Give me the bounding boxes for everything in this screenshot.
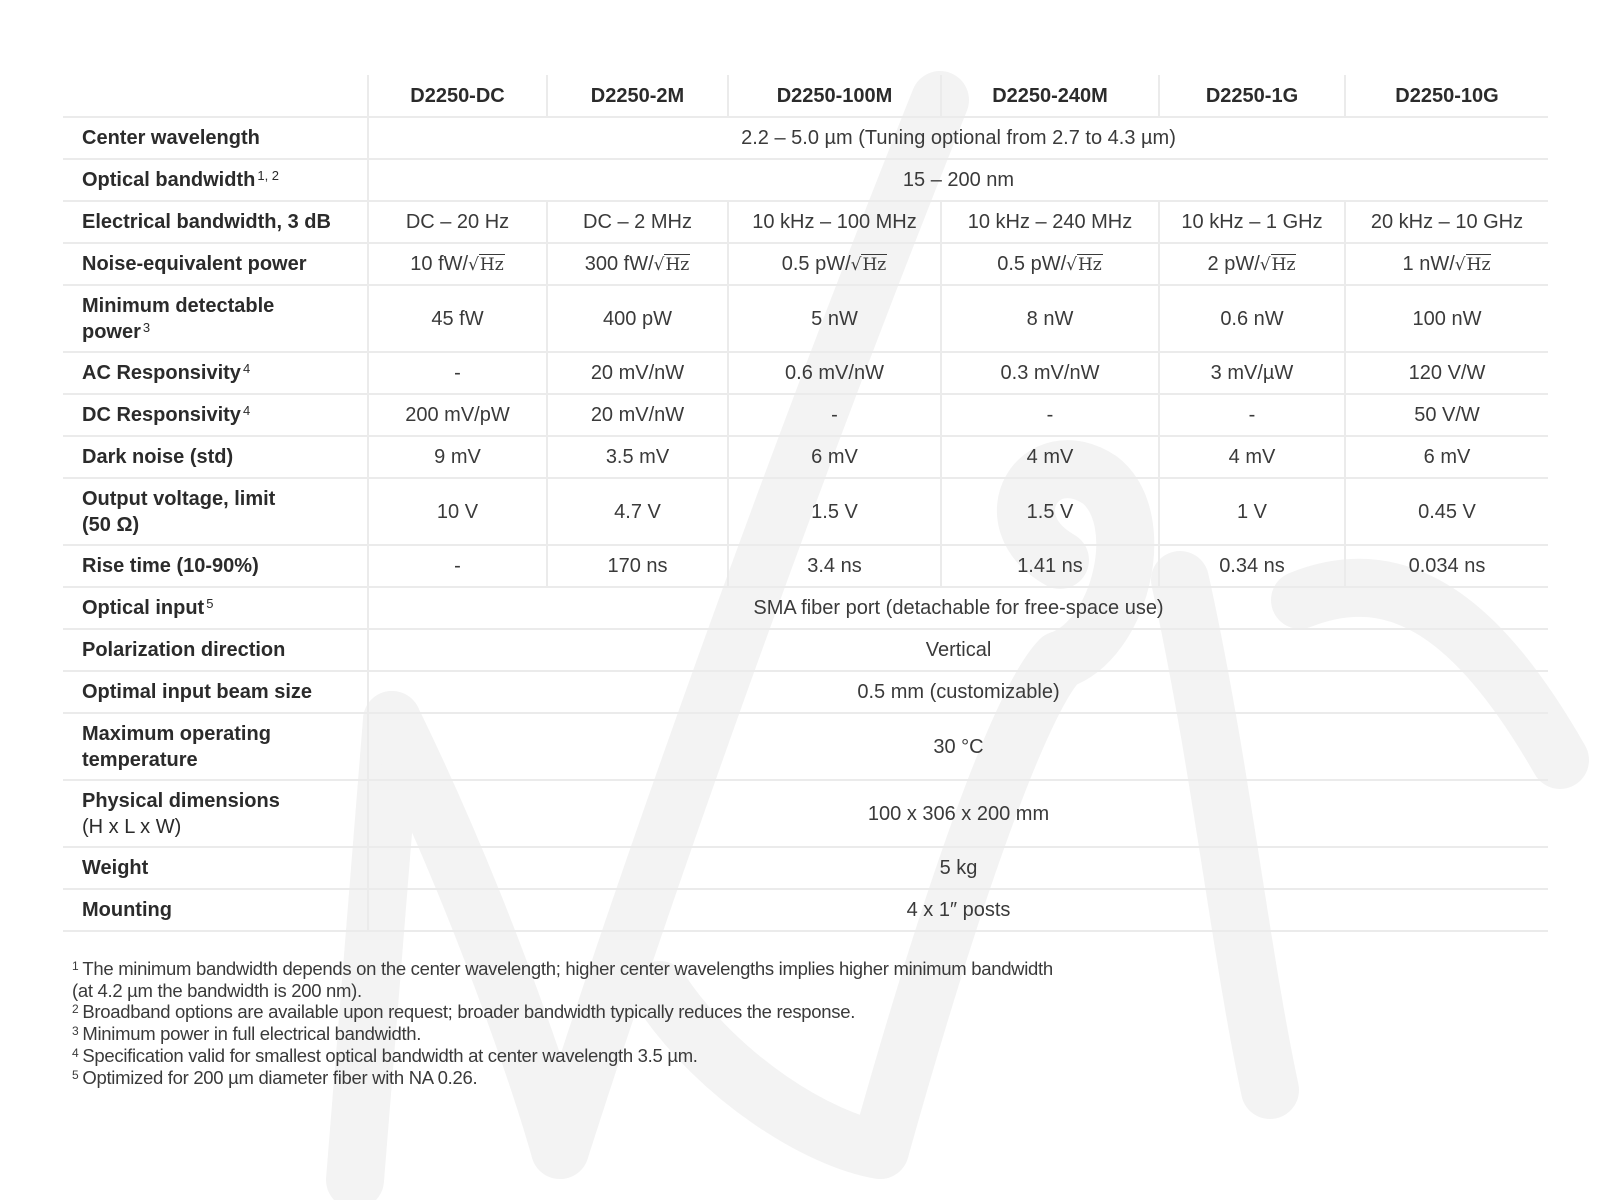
sqrt-symbol: √Hz: [1259, 254, 1296, 275]
table-cell: 4 mV: [941, 436, 1159, 478]
row-value: 4 x 1″ posts: [368, 889, 1548, 931]
sqrt-unit: Hz: [1271, 254, 1296, 275]
row-label-line: Physical dimensions: [82, 789, 280, 812]
footnote-text: Broadband options are available upon request; broader bandwidth typically reduces the response.: [82, 1001, 856, 1023]
table-cell: 1.5 V: [728, 478, 941, 545]
table-cell: 100 nW: [1345, 285, 1548, 352]
table-row: [63, 629, 1548, 671]
nep-value: 300 fW/: [584, 252, 654, 275]
row-label: Weight: [63, 847, 368, 889]
table-cell: DC – 2 MHz: [547, 201, 728, 243]
sqrt-unit: Hz: [1077, 254, 1102, 275]
table-cell: 0.034 ns: [1345, 545, 1548, 587]
row-label-line: Output voltage, limit: [82, 487, 276, 510]
table-cell: -: [368, 545, 547, 587]
footnote-text: Minimum power in full electrical bandwidth.: [82, 1023, 422, 1045]
row-label-text: AC Responsivity: [82, 362, 241, 384]
sqrt-unit: Hz: [479, 254, 504, 275]
footnote-line: [72, 1023, 1272, 1045]
table-cell: 170 ns: [547, 545, 728, 587]
sqrt-symbol: √Hz: [850, 254, 887, 275]
table-cell: 5 nW: [728, 285, 941, 352]
footnote-ref: 4: [242, 361, 251, 376]
table-cell: -: [1159, 394, 1345, 436]
row-label: [63, 285, 368, 352]
table-cell: -: [941, 394, 1159, 436]
table-cell: 3.5 mV: [547, 436, 728, 478]
sqrt-unit: Hz: [665, 254, 690, 275]
spec-table-wrapper: [63, 75, 1548, 932]
table-row: [63, 436, 1548, 478]
footnote-number: 1: [72, 959, 79, 973]
table-cell: 0.6 mV/nW: [728, 352, 941, 394]
sqrt-symbol: √Hz: [1454, 254, 1491, 275]
row-label-text: Optical input: [82, 597, 205, 619]
nep-value: 10 fW/: [410, 252, 469, 275]
footnote-line: [72, 980, 1272, 1002]
table-cell: 3.4 ns: [728, 545, 941, 587]
table-cell: [547, 243, 728, 285]
table-row: [63, 847, 1548, 889]
table-cell: 10 kHz – 1 GHz: [1159, 201, 1345, 243]
row-label: [63, 159, 368, 201]
row-label-text: Optical bandwidth: [82, 169, 256, 191]
row-label: Center wavelength: [63, 117, 368, 159]
footnote-line: [72, 958, 1272, 980]
model-header: D2250-1G: [1159, 75, 1345, 117]
footnote-ref: 4: [242, 403, 251, 418]
footnote-text: The minimum bandwidth depends on the center wavelength; higher center wavelengths implies higher minimum bandwidth: [82, 958, 1053, 979]
table-cell: 8 nW: [941, 285, 1159, 352]
table-cell: DC – 20 Hz: [368, 201, 547, 243]
row-label: Noise-equivalent power: [63, 243, 368, 285]
table-cell: 6 mV: [1345, 436, 1548, 478]
table-row: [63, 285, 1548, 352]
model-header: D2250-10G: [1345, 75, 1548, 117]
table-cell: 20 mV/nW: [547, 394, 728, 436]
table-row: [63, 394, 1548, 436]
table-cell: 0.3 mV/nW: [941, 352, 1159, 394]
footnote-ref: 3: [142, 319, 151, 335]
row-label: [63, 394, 368, 436]
table-row: [63, 713, 1548, 780]
table-cell: 10 V: [368, 478, 547, 545]
row-label: Polarization direction: [63, 629, 368, 671]
row-label: Optimal input beam size: [63, 671, 368, 713]
table-row: [63, 671, 1548, 713]
table-cell: 1.41 ns: [941, 545, 1159, 587]
table-cell: 10 kHz – 100 MHz: [728, 201, 941, 243]
row-label-line: (50 Ω): [82, 513, 140, 536]
header-row: [63, 75, 1548, 117]
row-label-line: power: [82, 320, 141, 343]
footnote-ref: 1, 2: [257, 168, 280, 183]
table-cell: [728, 243, 941, 285]
row-value: 15 – 200 nm: [368, 159, 1548, 201]
table-cell: 6 mV: [728, 436, 941, 478]
row-value: Vertical: [368, 629, 1548, 671]
table-row: [63, 352, 1548, 394]
footnote-text: Specification valid for smallest optical bandwidth at center wavelength 3.5 µm.: [82, 1044, 698, 1066]
table-cell: 45 fW: [368, 285, 547, 352]
row-label-line: temperature: [82, 748, 198, 771]
table-cell: 400 pW: [547, 285, 728, 352]
table-row: [63, 201, 1548, 243]
row-label-text: DC Responsivity: [82, 404, 241, 426]
table-cell: 0.45 V: [1345, 478, 1548, 545]
table-cell: [368, 243, 547, 285]
footnote-number: 2: [72, 1002, 79, 1017]
row-label: [63, 780, 368, 847]
table-cell: 1.5 V: [941, 478, 1159, 545]
table-cell: [1159, 243, 1345, 285]
footnote-text: Optimized for 200 µm diameter fiber with NA 0.26.: [82, 1066, 478, 1088]
table-row: [63, 889, 1548, 931]
row-label: [63, 713, 368, 780]
table-cell: 50 V/W: [1345, 394, 1548, 436]
nep-value: 2 pW/: [1207, 252, 1260, 275]
model-header: D2250-240M: [941, 75, 1159, 117]
table-row: [63, 159, 1548, 201]
sqrt-unit: Hz: [1466, 254, 1491, 275]
table-cell: 1 V: [1159, 478, 1345, 545]
row-label-line: Minimum detectable: [82, 294, 275, 317]
row-label: Rise time (10-90%): [63, 545, 368, 587]
table-row: [63, 243, 1548, 285]
table-row: [63, 780, 1548, 847]
spec-table: [63, 75, 1548, 932]
row-value: 30 °C: [368, 713, 1548, 780]
table-cell: 200 mV/pW: [368, 394, 547, 436]
row-label: Mounting: [63, 889, 368, 931]
table-row: [63, 478, 1548, 545]
row-label-line: Maximum operating: [82, 722, 271, 745]
row-label: [63, 587, 368, 629]
row-value: 100 x 306 x 200 mm: [368, 780, 1548, 847]
footnote-number: 4: [72, 1045, 79, 1060]
table-cell: 20 kHz – 10 GHz: [1345, 201, 1548, 243]
sqrt-symbol: √Hz: [1066, 254, 1102, 275]
row-value: SMA fiber port (detachable for free-space use): [368, 587, 1548, 629]
nep-value: 0.5 pW/: [997, 252, 1067, 275]
table-cell: 9 mV: [368, 436, 547, 478]
nep-value: 0.5 pW/: [781, 252, 851, 275]
footnote-number: 5: [72, 1067, 79, 1082]
table-row: [63, 117, 1548, 159]
footnotes: [72, 958, 1272, 1088]
row-label: Dark noise (std): [63, 436, 368, 478]
table-cell: [941, 243, 1159, 285]
table-row: [63, 587, 1548, 629]
table-cell: 3 mV/µW: [1159, 352, 1345, 394]
table-cell: 4 mV: [1159, 436, 1345, 478]
footnote-ref: 5: [206, 596, 214, 611]
nep-value: 1 nW/: [1402, 252, 1455, 275]
model-header: D2250-100M: [728, 75, 941, 117]
row-value: 0.5 mm (customizable): [368, 671, 1548, 713]
row-label: Electrical bandwidth, 3 dB: [63, 201, 368, 243]
table-cell: -: [728, 394, 941, 436]
table-cell: 20 mV/nW: [547, 352, 728, 394]
footnote-number: 3: [72, 1024, 79, 1039]
row-label: [63, 352, 368, 394]
table-cell: 120 V/W: [1345, 352, 1548, 394]
row-value: 5 kg: [368, 847, 1548, 889]
table-cell: -: [368, 352, 547, 394]
sqrt-symbol: √Hz: [468, 254, 504, 275]
model-header: D2250-2M: [547, 75, 728, 117]
table-row: [63, 545, 1548, 587]
footnote-text: (at 4.2 µm the bandwidth is 200 nm).: [72, 979, 362, 1001]
table-cell: 4.7 V: [547, 478, 728, 545]
table-cell: 0.34 ns: [1159, 545, 1345, 587]
table-cell: 10 kHz – 240 MHz: [941, 201, 1159, 243]
footnote-line: [72, 1045, 1272, 1067]
table-cell: 0.6 nW: [1159, 285, 1345, 352]
footnote-line: [72, 1001, 1272, 1023]
sqrt-symbol: √Hz: [653, 254, 690, 275]
model-header: D2250-DC: [368, 75, 547, 117]
footnote-line: [72, 1067, 1272, 1089]
row-label: [63, 478, 368, 545]
row-label-line: (H x L x W): [82, 815, 182, 838]
table-cell: [1345, 243, 1548, 285]
row-value: 2.2 – 5.0 µm (Tuning optional from 2.7 to 4.3 µm): [368, 117, 1548, 159]
sqrt-unit: Hz: [862, 254, 887, 275]
header-corner: [63, 75, 368, 117]
